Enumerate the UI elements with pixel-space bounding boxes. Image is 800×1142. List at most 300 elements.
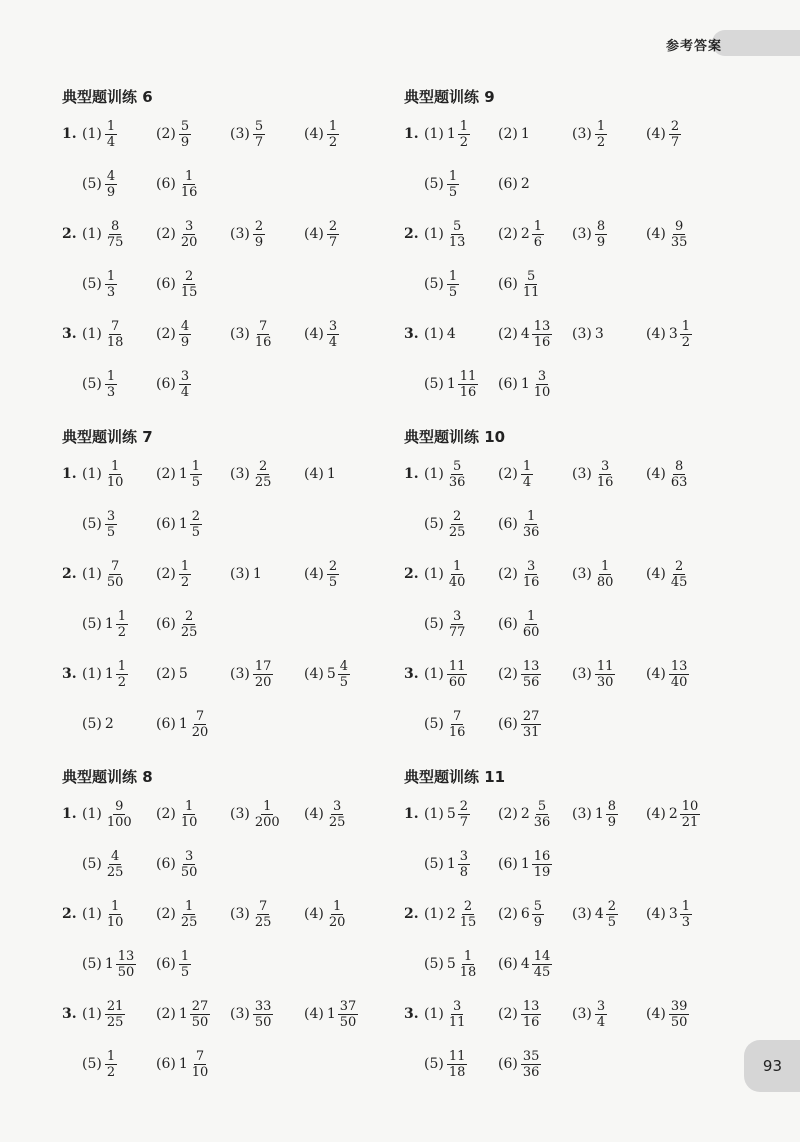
answer-row [62,939,392,989]
answer-item [424,709,498,740]
item-index: (2) [498,226,518,242]
denominator: 77 [448,624,466,640]
denominator: 16 [533,334,551,350]
denominator: 4 [328,334,338,350]
question-number: 1. [404,126,419,142]
item-index: (2) [156,1006,176,1022]
question-number: 2. [404,566,419,582]
item-index: (1) [424,126,444,142]
item-index: (1) [424,806,444,822]
numerator: 7 [195,1048,205,1064]
fraction [521,509,542,540]
item-index: (3) [572,906,592,922]
item-index: (1) [82,1006,102,1022]
answer-item [230,899,304,930]
denominator: 20 [254,674,272,690]
answer-item [156,119,230,150]
answer-item [304,659,378,690]
answer-row [62,109,392,159]
denominator: 40 [448,574,466,590]
answer-item [572,659,646,690]
denominator: 13 [448,234,466,250]
item-index: (2) [156,326,176,342]
answer-item [498,369,572,400]
answer-item [82,999,156,1030]
numerator: 11 [459,368,477,384]
numerator: 11 [448,658,466,674]
item-index: (1) [82,326,102,342]
fraction [447,659,468,690]
answer-row [62,499,392,549]
answer-item [424,509,498,540]
fraction [447,169,459,200]
answer-item [646,559,720,590]
item-index: (5) [82,516,102,532]
fraction [338,999,359,1030]
item-index: (4) [304,126,324,142]
fraction [458,949,479,980]
question-number: 2. [62,566,77,582]
fraction [327,559,339,590]
fraction [105,559,126,590]
answer-item [82,799,156,830]
answer-row [404,359,734,409]
item-index: (1) [424,566,444,582]
question-number: 3. [62,326,77,342]
answer-item [424,269,498,300]
item-index: (5) [424,956,444,972]
fraction [253,899,274,930]
answer-item [498,176,572,192]
denominator: 25 [448,524,466,540]
item-index: (5) [82,956,102,972]
whole-number: 2 [104,716,114,732]
numerator: 14 [533,948,551,964]
numerator: 3 [184,848,194,864]
denominator: 31 [522,724,540,740]
answer-item [156,849,230,880]
denominator: 63 [670,474,688,490]
whole-number: 6 [520,906,530,922]
fraction [253,999,274,1030]
denominator: 16 [254,334,272,350]
answer-item [424,119,498,150]
item-index: (4) [304,326,324,342]
item-index: (4) [646,1006,666,1022]
denominator: 50 [117,964,135,980]
fraction [105,319,126,350]
answer-item [424,849,498,880]
item-index: (4) [646,906,666,922]
item-index: (1) [82,226,102,242]
question-number: 3. [404,666,419,682]
question-number: 1. [62,806,77,822]
whole-number: 1 [178,716,188,732]
item-index: (4) [304,226,324,242]
answer-item [230,659,304,690]
numerator: 1 [681,318,691,334]
fraction [595,119,607,150]
item-index: (1) [424,326,444,342]
numerator: 17 [254,658,272,674]
answer-item [646,899,720,930]
denominator: 20 [180,234,198,250]
fraction [595,459,616,490]
denominator: 60 [448,674,466,690]
answer-item [82,319,156,350]
fraction [606,899,618,930]
answer-row [404,159,734,209]
numerator: 5 [452,218,462,234]
question-number: 3. [62,1006,77,1022]
item-index: (3) [572,466,592,482]
fraction [595,559,616,590]
fraction [447,999,468,1030]
answer-item [646,799,720,830]
answer-row [62,699,392,749]
fraction [105,799,134,830]
item-index: (4) [304,666,324,682]
answer-item [498,609,572,640]
denominator: 9 [106,184,116,200]
section-title: 典型题训练 8 [62,768,153,786]
whole-number: 2 [520,806,530,822]
answer-item [230,459,304,490]
answer-item [156,709,230,740]
answer-item [424,949,498,980]
fraction [190,999,211,1030]
answer-row [404,649,734,699]
whole-number: 1 [446,376,456,392]
fraction [105,269,117,300]
fraction [669,999,690,1030]
fraction [521,459,533,490]
answer-item [572,459,646,490]
denominator: 40 [670,674,688,690]
whole-number: 1 [594,806,604,822]
whole-number: 4 [520,326,530,342]
answer-item [646,119,720,150]
denominator: 9 [180,134,190,150]
answer-row [404,789,734,839]
item-index: (4) [304,906,324,922]
denominator: 15 [180,284,198,300]
whole-number: 4 [446,326,456,342]
denominator: 5 [191,524,201,540]
item-index: (2) [156,566,176,582]
item-index: (6) [156,376,176,392]
numerator: 11 [448,1048,466,1064]
answer-item [304,999,378,1030]
numerator: 2 [184,608,194,624]
fraction [179,319,191,350]
numerator: 1 [106,1048,116,1064]
denominator: 18 [448,1064,466,1080]
answer-row [62,159,392,209]
numerator: 33 [254,998,272,1014]
item-index: (5) [424,1056,444,1072]
header-label: 参考答案 [665,39,722,54]
whole-number: 4 [520,956,530,972]
answer-item [156,559,230,590]
fraction [447,559,468,590]
answer-row [404,939,734,989]
numerator: 9 [674,218,684,234]
numerator: 10 [681,798,699,814]
item-index: (4) [304,806,324,822]
numerator: 2 [459,798,469,814]
answer-row [404,989,734,1039]
numerator: 1 [184,168,194,184]
answer-item [498,999,572,1030]
numerator: 39 [670,998,688,1014]
section-title: 典型题训练 7 [62,428,153,446]
answer-item [304,219,378,250]
answer-item [424,999,498,1030]
answer-row [404,209,734,259]
item-index: (4) [646,466,666,482]
item-index: (5) [424,276,444,292]
whole-number: 1 [178,516,188,532]
item-index: (3) [572,226,592,242]
denominator: 25 [106,864,124,880]
fraction [105,169,117,200]
answer-section [404,85,734,415]
fraction [253,659,274,690]
item-index: (5) [82,856,102,872]
denominator: 7 [670,134,680,150]
fraction [253,119,265,150]
denominator: 2 [106,1064,116,1080]
answer-item [82,609,156,640]
numerator: 5 [526,268,536,284]
answer-section [62,765,392,1095]
denominator: 25 [180,914,198,930]
denominator: 15 [459,914,477,930]
numerator: 13 [670,658,688,674]
item-index: (2) [498,906,518,922]
item-index: (5) [82,716,102,732]
answer-item [82,559,156,590]
item-index: (6) [498,856,518,872]
section-title: 典型题训练 9 [404,88,495,106]
item-index: (4) [646,806,666,822]
numerator: 35 [522,1048,540,1064]
item-index: (4) [646,666,666,682]
fraction [179,899,200,930]
whole-number: 2 [668,806,678,822]
fraction [447,459,468,490]
numerator: 1 [533,218,543,234]
fraction [253,319,274,350]
whole-number: 3 [668,326,678,342]
item-index: (3) [230,906,250,922]
answer-row [62,989,392,1039]
fraction [532,799,553,830]
numerator: 1 [328,118,338,134]
answer-item [82,119,156,150]
item-index: (4) [646,566,666,582]
question-number: 3. [404,1006,419,1022]
numerator: 7 [258,898,268,914]
answer-item [498,509,572,540]
item-index: (1) [424,466,444,482]
denominator: 50 [191,1014,209,1030]
fraction [532,949,553,980]
numerator: 5 [533,898,543,914]
fraction [521,1049,542,1080]
question-number: 2. [62,226,77,242]
denominator: 45 [670,574,688,590]
item-index: (3) [572,566,592,582]
right-column [404,85,734,1105]
answer-row [404,839,734,889]
fraction [105,369,117,400]
numerator: 3 [600,458,610,474]
answer-item [82,169,156,200]
question-number: 3. [404,326,419,342]
answer-item [646,219,720,250]
item-index: (2) [156,466,176,482]
answer-item [498,559,572,590]
answer-row [62,309,392,359]
item-index: (5) [82,616,102,632]
answer-row [62,259,392,309]
fraction [179,119,191,150]
denominator: 2 [596,134,606,150]
numerator: 5 [180,118,190,134]
item-index: (1) [424,1006,444,1022]
answer-item [82,849,156,880]
item-index: (4) [646,126,666,142]
fraction [105,849,126,880]
answer-item [82,949,156,980]
fraction [116,609,128,640]
answer-item [156,1049,230,1080]
fraction [327,899,348,930]
numerator: 2 [674,558,684,574]
answer-item [498,126,572,142]
item-index: (6) [156,1056,176,1072]
answer-item [304,559,378,590]
answer-row [62,209,392,259]
denominator: 3 [106,384,116,400]
item-index: (5) [424,616,444,632]
fraction [179,799,200,830]
fraction [447,709,468,740]
fraction [606,799,618,830]
section-title: 典型题训练 11 [404,768,506,786]
item-index: (1) [82,666,102,682]
fraction [521,709,542,740]
numerator: 1 [191,458,201,474]
fraction [179,269,200,300]
item-index: (4) [304,1006,324,1022]
answer-item [572,999,646,1030]
fraction [458,849,470,880]
answer-section [404,425,734,755]
answer-row [62,1039,392,1089]
fraction [680,899,692,930]
item-index: (5) [424,176,444,192]
fraction [105,899,126,930]
item-index: (4) [304,566,324,582]
numerator: 2 [328,218,338,234]
item-index: (3) [230,226,250,242]
item-index: (3) [230,326,250,342]
whole-number: 1 [104,956,114,972]
answer-item [646,659,720,690]
answer-item [424,169,498,200]
item-index: (2) [498,1006,518,1022]
numerator: 27 [191,998,209,1014]
fraction [338,659,350,690]
fraction [105,119,117,150]
whole-number: 5 [446,806,456,822]
question-number: 1. [404,806,419,822]
numerator: 9 [115,798,124,814]
fraction [116,949,137,980]
numerator: 7 [452,708,462,724]
numerator: 1 [106,118,116,134]
denominator: 2 [180,574,190,590]
answer-item [82,659,156,690]
numerator: 1 [180,948,190,964]
denominator: 80 [596,574,614,590]
numerator: 7 [110,558,120,574]
denominator: 3 [106,284,116,300]
fraction [669,459,690,490]
numerator: 1 [526,508,536,524]
question-number: 3. [62,666,77,682]
numerator: 1 [117,608,127,624]
item-index: (6) [498,376,518,392]
answer-item [230,219,304,250]
denominator: 10 [106,474,124,490]
answer-item [230,119,304,150]
fraction [327,119,339,150]
item-index: (6) [156,176,176,192]
denominator: 9 [180,334,190,350]
denominator: 4 [522,474,532,490]
denominator: 50 [254,1014,272,1030]
fraction [105,509,117,540]
whole-number: 3 [594,326,604,342]
numerator: 2 [258,458,268,474]
answer-row [404,699,734,749]
item-index: (4) [304,466,324,482]
denominator: 36 [448,474,466,490]
whole-number: 1 [520,376,530,392]
numerator: 3 [328,318,338,334]
numerator: 1 [448,168,458,184]
item-index: (6) [156,716,176,732]
answer-row [404,549,734,599]
whole-number: 1 [178,1056,188,1072]
answer-row [404,309,734,359]
fraction [105,999,126,1030]
numerator: 1 [459,118,469,134]
item-index: (2) [498,466,518,482]
item-index: (5) [424,856,444,872]
numerator: 1 [463,948,473,964]
numerator: 7 [195,708,205,724]
denominator: 36 [522,1064,540,1080]
answer-row [62,889,392,939]
item-index: (2) [156,226,176,242]
denominator: 9 [533,914,543,930]
item-index: (5) [424,516,444,532]
